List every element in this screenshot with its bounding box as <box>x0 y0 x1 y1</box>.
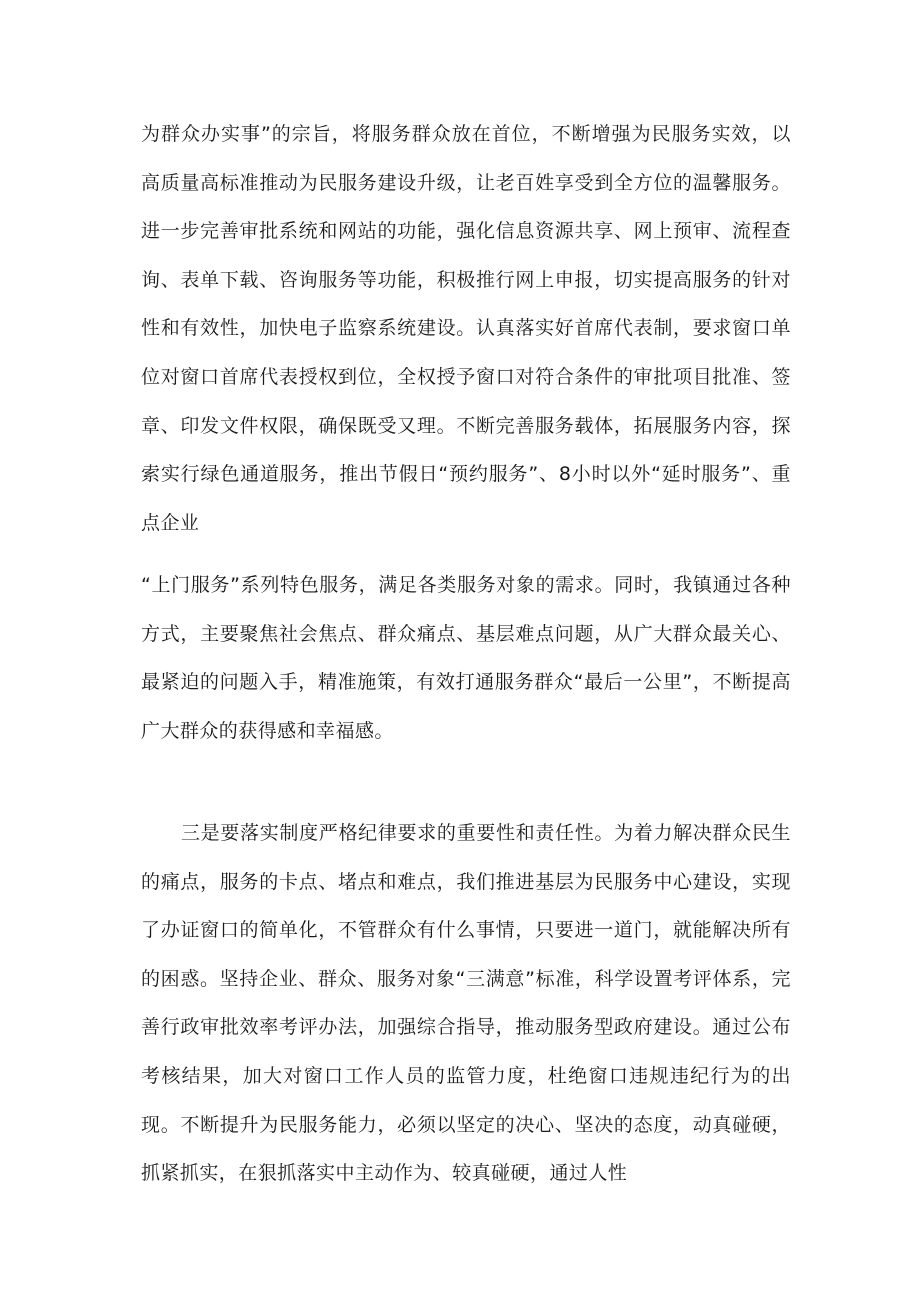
paragraph-1: 为群众办实事”的宗旨，将服务群众放在首位，不断增强为民服务实效，以高质量高标准推动为民服务建设升级，让老百姓享受到全方位的温馨服务。进一步完善审批系统和网站的功能，强化信息资源共享、网上预审、流程查询、表单下载、咨询服务等功能，积极推行网上申报，切实提高服务的针对性和有效性，加快电子监察系统建设。认真落实好首席代表制，要求窗口单位对窗口首席代表授权到位，全权授予窗口对符合条件的审批项目批准、签章、印发文件权限，确保既受又理。不断完善服务载体，拓展服务内容，探索实行绿色通道服务，推出节假日“预约服务”、8小时以外“延时服务”、重点企业 <box>141 123 791 534</box>
paragraph-2: “上门服务”系列特色服务，满足各类服务对象的需求。同时，我镇通过各种方式，主要聚焦社会焦点、群众痛点、基层难点问题，从广大群众最关心、最紧迫的问题入手，精准施策，有效打通服务群众“最后一公里”，不断提高广大群众的获得感和幸福感。 <box>141 574 791 742</box>
paragraph-3: 三是要落实制度严格纪律要求的重要性和责任性。为着力解决群众民生的痛点，服务的卡点、堵点和难点，我们推进基层为民服务中心建设，实现了办证窗口的简单化，不管群众有什么事情，只要进一道门，就能解决所有的困惑。坚持企业、群众、服务对象“三满意”标准，科学设置考评体系，完善行政审批效率考评办法，加强综合指导，推动服务型政府建设。通过公布考核结果，加大对窗口工作人员的监管力度，杜绝窗口违规违纪行为的出现。不断提升为民服务能力，必须以坚定的决心、坚决的态度，动真碰硬，抓紧抓实，在狠抓落实中主动作为、较真碰硬，通过人性 <box>141 822 791 1185</box>
